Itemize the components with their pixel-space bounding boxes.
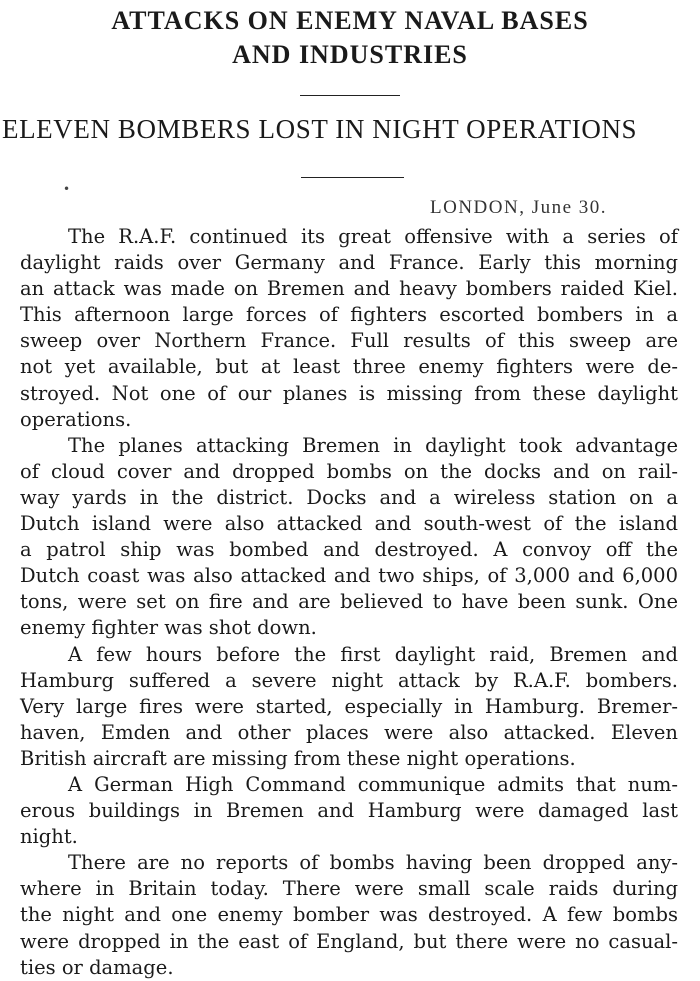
paragraph-line: A German High Command communique admits that num- xyxy=(68,772,678,796)
paragraph-line: erous buildings in Bremen and Hamburg were damaged last xyxy=(20,799,678,823)
headline-line-1: ATTACKS ON ENEMY NAVAL BASES xyxy=(111,6,589,35)
paragraph-line: ties or damage. xyxy=(20,955,174,979)
paragraph-line: There are no reports of bombs having been dropped any- xyxy=(68,851,678,875)
divider-rule-bottom xyxy=(301,177,404,178)
print-speck-decoration: • xyxy=(63,182,71,196)
article-paragraph xyxy=(20,772,678,850)
paragraph-line: Dutch island were also attacked and south-west of the island xyxy=(20,512,678,536)
paragraph-line: sweep over Northern France. Full results of this sweep are xyxy=(20,329,678,353)
article-paragraph xyxy=(20,850,678,980)
paragraph-line: British aircraft are missing from these night operations. xyxy=(20,746,576,770)
paragraph-line: night. xyxy=(20,825,78,849)
paragraph-line: Very large fires were started, especially in Hamburg. Bremer- xyxy=(20,694,678,718)
headline-line-2: AND INDUSTRIES xyxy=(232,40,468,69)
paragraph-line: operations. xyxy=(20,407,132,431)
paragraph-line: a patrol ship was bombed and destroyed. A convoy off the xyxy=(20,538,678,562)
paragraph-line: Dutch coast was also attacked and two ships, of 3,000 and 6,000 xyxy=(20,564,678,588)
article-paragraph xyxy=(20,433,678,642)
article-paragraph xyxy=(20,224,678,433)
subheadline: ELEVEN BOMBERS LOST IN NIGHT OPERATIONS xyxy=(2,114,638,144)
paragraph-line: were dropped in the east of England, but there were no casual- xyxy=(20,929,678,953)
paragraph-line: of cloud cover and dropped bombs on the docks and on rail- xyxy=(20,459,678,483)
article-body xyxy=(20,224,678,981)
paragraph-line: the night and one enemy bomber was destroyed. A few bombs xyxy=(20,903,678,927)
article-paragraph xyxy=(20,642,678,772)
divider-rule-top xyxy=(300,95,400,96)
paragraph-line: stroyed. Not one of our planes is missing from these daylight xyxy=(20,381,678,405)
paragraph-line: where in Britain today. There were small scale raids during xyxy=(20,877,678,901)
paragraph-line: tons, were set on fire and are believed to have been sunk. One xyxy=(20,590,678,614)
paragraph-line: way yards in the district. Docks and a wireless station on a xyxy=(20,485,678,509)
paragraph-line: A few hours before the first daylight raid, Bremen and xyxy=(68,642,678,666)
paragraph-line: The planes attacking Bremen in daylight took advantage xyxy=(68,433,678,457)
paragraph-line: enemy fighter was shot down. xyxy=(20,616,317,640)
dateline: LONDON, June 30. xyxy=(430,197,608,218)
paragraph-line: This afternoon large forces of fighters escorted bombers in a xyxy=(20,303,678,327)
paragraph-line: not yet available, but at least three enemy fighters were de- xyxy=(20,355,678,379)
paragraph-line: haven, Emden and other places were also attacked. Eleven xyxy=(20,720,678,744)
paragraph-line: daylight raids over Germany and France. Early this morning xyxy=(20,251,678,275)
paragraph-line: an attack was made on Bremen and heavy bombers raided Kiel. xyxy=(20,277,678,301)
paragraph-line: The R.A.F. continued its great offensive with a series of xyxy=(68,225,678,248)
paragraph-line: Hamburg suffered a severe night attack by R.A.F. bombers. xyxy=(20,668,678,692)
